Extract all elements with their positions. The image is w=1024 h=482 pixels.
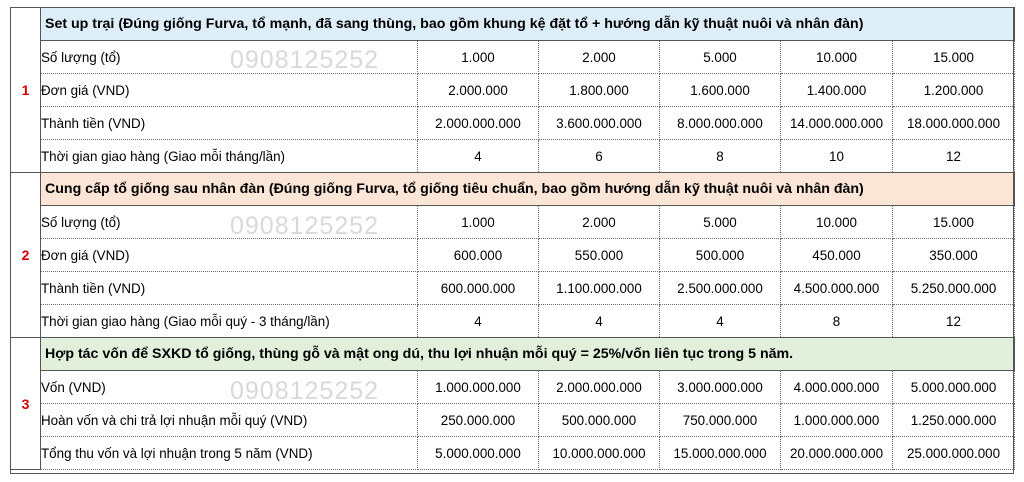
table-row bbox=[11, 437, 1015, 470]
value-cell: 4 bbox=[418, 140, 539, 173]
value-cell: 1.000 bbox=[418, 41, 539, 74]
value-cell: 2.000.000.000 bbox=[539, 371, 660, 404]
value-cell: 5.000.000.000 bbox=[893, 371, 1015, 404]
row-label: Đơn giá (VND) bbox=[41, 74, 418, 107]
value-cell: 6 bbox=[539, 140, 660, 173]
section-title: Set up trại (Đúng giống Furva, tổ mạnh, đã sang thùng, bao gồm khung kệ đặt tổ + hướng dẫn kỹ thuật nuôi và nhân đàn) bbox=[41, 8, 1015, 41]
value-cell: 1.250.000.000 bbox=[893, 404, 1015, 437]
value-cell: 12 bbox=[893, 140, 1015, 173]
value-cell: 14.000.000.000 bbox=[781, 107, 893, 140]
section-title: Hợp tác vốn để SXKD tổ giống, thùng gỗ và mật ong dú, thu lợi nhuận mỗi quý = 25%/vốn liên tục trong 5 năm. bbox=[41, 338, 1015, 371]
row-label: Thành tiền (VND) bbox=[41, 107, 418, 140]
value-cell: 25.000.000.000 bbox=[893, 437, 1015, 470]
value-cell: 1.600.000 bbox=[660, 74, 781, 107]
value-cell: 550.000 bbox=[539, 239, 660, 272]
watermark-1: 0908125252 bbox=[230, 46, 380, 74]
value-cell: 2.000.000 bbox=[418, 74, 539, 107]
value-cell: 1.000.000.000 bbox=[781, 404, 893, 437]
value-cell: 15.000 bbox=[893, 206, 1015, 239]
value-cell: 750.000.000 bbox=[660, 404, 781, 437]
value-cell: 4 bbox=[418, 305, 539, 338]
section-number: 3 bbox=[11, 338, 41, 470]
section-title-row bbox=[11, 8, 1015, 41]
value-cell: 450.000 bbox=[781, 239, 893, 272]
value-cell: 5.000 bbox=[660, 206, 781, 239]
value-cell: 3.600.000.000 bbox=[539, 107, 660, 140]
row-label: Số lượng (tổ) bbox=[41, 41, 418, 74]
value-cell: 1.100.000.000 bbox=[539, 272, 660, 305]
table-row bbox=[11, 41, 1015, 74]
table-row bbox=[11, 371, 1015, 404]
value-cell: 4.000.000.000 bbox=[781, 371, 893, 404]
value-cell: 8 bbox=[660, 140, 781, 173]
row-label: Thời gian giao hàng (Giao mỗi tháng/lần) bbox=[41, 140, 418, 173]
value-cell: 5.000 bbox=[660, 41, 781, 74]
table-row bbox=[11, 404, 1015, 437]
row-label: Thời gian giao hàng (Giao mỗi quý - 3 tháng/lần) bbox=[41, 305, 418, 338]
value-cell: 500.000.000 bbox=[539, 404, 660, 437]
table-row bbox=[11, 107, 1015, 140]
pricing-table-body bbox=[11, 8, 1015, 470]
table-row bbox=[11, 206, 1015, 239]
row-label: Vốn (VND) bbox=[41, 371, 418, 404]
row-label: Hoàn vốn và chi trả lợi nhuận mỗi quý (VND) bbox=[41, 404, 418, 437]
pricing-table bbox=[10, 7, 1015, 470]
value-cell: 5.000.000.000 bbox=[418, 437, 539, 470]
value-cell: 4 bbox=[539, 305, 660, 338]
value-cell: 600.000.000 bbox=[418, 272, 539, 305]
value-cell: 1.000 bbox=[418, 206, 539, 239]
value-cell: 2.000 bbox=[539, 206, 660, 239]
row-label: Số lượng (tổ) bbox=[41, 206, 418, 239]
value-cell: 500.000 bbox=[660, 239, 781, 272]
value-cell: 12 bbox=[893, 305, 1015, 338]
value-cell: 18.000.000.000 bbox=[893, 107, 1015, 140]
value-cell: 1.800.000 bbox=[539, 74, 660, 107]
value-cell: 250.000.000 bbox=[418, 404, 539, 437]
value-cell: 8 bbox=[781, 305, 893, 338]
value-cell: 3.000.000.000 bbox=[660, 371, 781, 404]
section-number: 2 bbox=[11, 173, 41, 338]
table-row bbox=[11, 305, 1015, 338]
value-cell: 15.000.000.000 bbox=[660, 437, 781, 470]
watermark-3: 0908125252 bbox=[230, 377, 380, 405]
value-cell: 2.000.000.000 bbox=[418, 107, 539, 140]
table-row bbox=[11, 239, 1015, 272]
section-title-row bbox=[11, 338, 1015, 371]
section-number: 1 bbox=[11, 8, 41, 173]
value-cell: 2.000 bbox=[539, 41, 660, 74]
table-row bbox=[11, 272, 1015, 305]
value-cell: 20.000.000.000 bbox=[781, 437, 893, 470]
value-cell: 5.250.000.000 bbox=[893, 272, 1015, 305]
value-cell: 10.000 bbox=[781, 206, 893, 239]
value-cell: 350.000 bbox=[893, 239, 1015, 272]
value-cell: 10 bbox=[781, 140, 893, 173]
value-cell: 2.500.000.000 bbox=[660, 272, 781, 305]
value-cell: 15.000 bbox=[893, 41, 1015, 74]
row-label: Đơn giá (VND) bbox=[41, 239, 418, 272]
section-title-row bbox=[11, 173, 1015, 206]
value-cell: 1.200.000 bbox=[893, 74, 1015, 107]
value-cell: 1.000.000.000 bbox=[418, 371, 539, 404]
value-cell: 1.400.000 bbox=[781, 74, 893, 107]
row-label: Tổng thu vốn và lợi nhuận trong 5 năm (VND) bbox=[41, 437, 418, 470]
table-row bbox=[11, 140, 1015, 173]
value-cell: 10.000 bbox=[781, 41, 893, 74]
table-row bbox=[11, 74, 1015, 107]
section-title: Cung cấp tổ giống sau nhân đàn (Đúng giống Furva, tổ giống tiêu chuẩn, bao gồm hướng dẫn kỹ thuật nuôi và nhân đàn) bbox=[41, 173, 1015, 206]
value-cell: 4 bbox=[660, 305, 781, 338]
value-cell: 600.000 bbox=[418, 239, 539, 272]
value-cell: 4.500.000.000 bbox=[781, 272, 893, 305]
watermark-2: 0908125252 bbox=[230, 212, 380, 240]
value-cell: 10.000.000.000 bbox=[539, 437, 660, 470]
row-label: Thành tiền (VND) bbox=[41, 272, 418, 305]
value-cell: 8.000.000.000 bbox=[660, 107, 781, 140]
